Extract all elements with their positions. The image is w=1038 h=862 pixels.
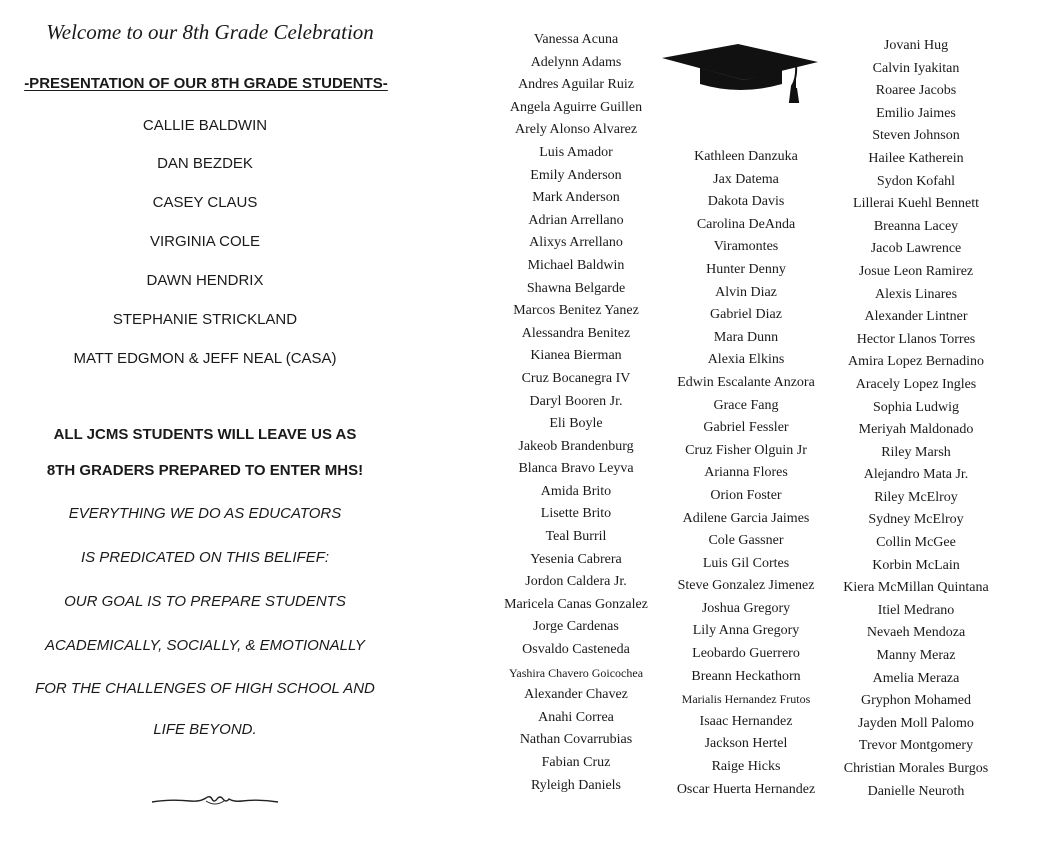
student-name: Alixys Arrellano [529,235,623,251]
student-name: Alvin Diaz [715,284,777,300]
student-name: Adilene Garcia Jaimes [682,510,810,526]
student-name: Shawna Belgarde [526,280,626,296]
staff-name: STEPHANIE STRICKLAND [112,311,298,328]
student-name: Aracely Lopez Ingles [855,376,977,392]
graduation-cap-icon [660,40,820,106]
student-name: Breann Heckathorn [691,668,801,684]
student-name: Anahi Correa [538,709,614,725]
student-name: Alexander Lintner [864,309,968,325]
student-name: Andres Aguilar Ruiz [518,77,634,93]
student-name: Calvin Iyakitan [872,60,960,76]
student-name: Jordon Caldera Jr. [525,574,627,590]
student-name: Osvaldo Casteneda [522,642,630,658]
student-name: Jax Datema [713,171,779,187]
student-name: Mara Dunn [713,329,779,345]
student-column-3 [832,35,1000,803]
belief-line: FOR THE CHALLENGES OF HIGH SCHOOL AND [35,680,375,697]
student-name: Cruz Bocanegra IV [521,370,631,386]
student-name: Steven Johnson [872,128,960,144]
student-name: Alexis Linares [874,286,958,302]
student-name: Kianea Bierman [530,348,622,364]
student-name: Marcos Benitez Yanez [513,303,639,319]
student-name: Lisette Brito [540,506,612,522]
student-name: Alessandra Benitez [521,325,631,341]
student-name: Nathan Covarrubias [519,732,633,748]
student-name: Leobardo Guerrero [692,646,800,662]
student-name: Josue Leon Ramirez [858,263,974,279]
belief-line: ACADEMICALLY, SOCIALLY, & EMOTIONALLY [45,637,365,654]
student-name: Meriyah Maldonado [858,422,974,438]
staff-name: MATT EDGMON & JEFF NEAL (CASA) [73,350,337,367]
student-name: Adelynn Adams [530,54,622,70]
student-name: Nevaeh Mendoza [866,625,966,641]
student-name: Vanessa Acuna [533,32,619,47]
student-name: Riley Marsh [881,444,951,460]
student-name: Dakota Davis [707,194,785,210]
student-name: Amira Lopez Bernadino [847,354,985,370]
student-name: Isaac Hernandez [699,713,793,729]
student-name: Emily Anderson [530,167,622,183]
student-name: Blanca Bravo Leyva [518,461,634,477]
student-name: Michael Baldwin [527,257,625,273]
student-name: Collin McGee [876,535,956,551]
student-name: Raige Hicks [711,759,781,775]
student-column-2 [660,146,832,801]
staff-name: VIRGINIA COLE [149,233,261,250]
student-name: Roaree Jacobs [875,83,957,99]
student-name: Christian Morales Burgos [843,761,989,776]
student-name: Alexander Chavez [524,687,628,703]
student-name: Oscar Huerta Hernandez [676,781,816,797]
student-name: Itiel Medrano [877,602,955,618]
student-name: Yashira Chavero Goicochea [508,665,644,680]
student-name: Amida Brito [540,483,612,499]
staff-name: DAWN HENDRIX [146,272,264,289]
student-name: Adrian Arrellano [528,212,624,228]
student-name: Jorge Cardenas [533,619,619,635]
student-name: Sophia Ludwig [873,399,959,415]
student-name: Riley McElroy [874,489,958,505]
belief-line: OUR GOAL IS TO PREPARE STUDENTS [64,593,346,610]
student-name: Arianna Flores [704,465,788,481]
student-name: Mark Anderson [532,190,620,206]
student-name: Hector Llanos Torres [856,331,976,347]
belief-line: LIFE BEYOND. [153,721,257,738]
student-name: Grace Fang [713,397,779,413]
student-name: Cole Gassner [708,533,784,549]
student-name: Fabian Cruz [541,755,611,770]
student-name: Orion Foster [710,487,782,503]
student-name: Korbin McLain [872,557,960,573]
student-name: Alejandro Mata Jr. [863,467,969,483]
student-name: Kiera McMillan Quintana [843,580,989,596]
student-name: Trevor Montgomery [858,738,974,754]
student-name: Jacob Lawrence [870,241,962,257]
student-name: Jackson Hertel [704,736,788,752]
student-name: Hailee Katherein [868,150,964,166]
student-name: Carolina DeAnda [696,216,796,232]
student-name: Gabriel Fessler [703,420,789,436]
belief-line: EVERYTHING WE DO AS EDUCATORS [68,505,342,522]
welcome-title: Welcome to our 8th Grade Celebration [46,20,374,44]
student-name: Amelia Meraza [872,670,960,686]
belief-line: IS PREDICATED ON THIS BELIFEF: [80,549,330,566]
student-name: Edwin Escalante Anzora [677,374,815,390]
student-name: Cruz Fisher Olguin Jr [685,442,807,458]
student-name: Teal Burril [545,529,607,545]
student-name: Hunter Denny [706,261,786,277]
student-name: Yesenia Cabrera [530,551,622,567]
student-name: Jovani Hug [883,38,949,53]
student-name: Sydon Kofahl [876,173,956,189]
motto-line: ALL JCMS STUDENTS WILL LEAVE US AS [53,426,357,443]
student-name: Ryleigh Daniels [530,777,622,793]
student-name: Gryphon Mohamed [860,693,972,709]
student-name: Sydney McElroy [868,512,964,528]
staff-name: DAN BEZDEK [157,155,253,172]
student-name: Gabriel Diaz [710,307,782,323]
student-name: Danielle Neuroth [867,783,965,799]
student-name: Viramontes [713,239,779,255]
student-name: Luis Gil Cortes [702,555,790,571]
presentation-heading: -PRESENTATION OF OUR 8TH GRADE STUDENTS- [24,75,388,92]
student-name: Lily Anna Gregory [692,623,800,639]
student-name: Luis Amador [539,144,613,160]
student-name: Lillerai Kuehl Bennett [853,196,979,212]
motto-line: 8TH GRADERS PREPARED TO ENTER MHS! [46,462,364,479]
student-column-1 [492,29,660,797]
student-name: Angela Aguirre Guillen [509,99,643,115]
student-name: Steve Gonzalez Jimenez [677,578,815,594]
flourish-divider-icon [150,790,280,812]
student-name: Arely Alonso Alvarez [514,122,638,138]
student-name: Jayden Moll Palomo [858,715,974,731]
student-name: Alexia Elkins [707,352,785,368]
student-name: Marialis Hernandez Frutos [681,692,811,707]
student-name: Maricela Canas Gonzalez [504,596,648,612]
student-name: Joshua Gregory [701,600,791,616]
student-name: Manny Meraz [876,648,956,664]
student-name: Breanna Lacey [873,218,959,234]
student-name: Jakeob Brandenburg [518,438,634,454]
staff-name: CALLIE BALDWIN [142,117,268,134]
student-name: Daryl Booren Jr. [529,393,623,409]
student-name: Emilio Jaimes [876,105,956,121]
student-name: Kathleen Danzuka [694,149,798,164]
staff-name: CASEY CLAUS [152,194,258,211]
student-name: Eli Boyle [549,416,603,432]
